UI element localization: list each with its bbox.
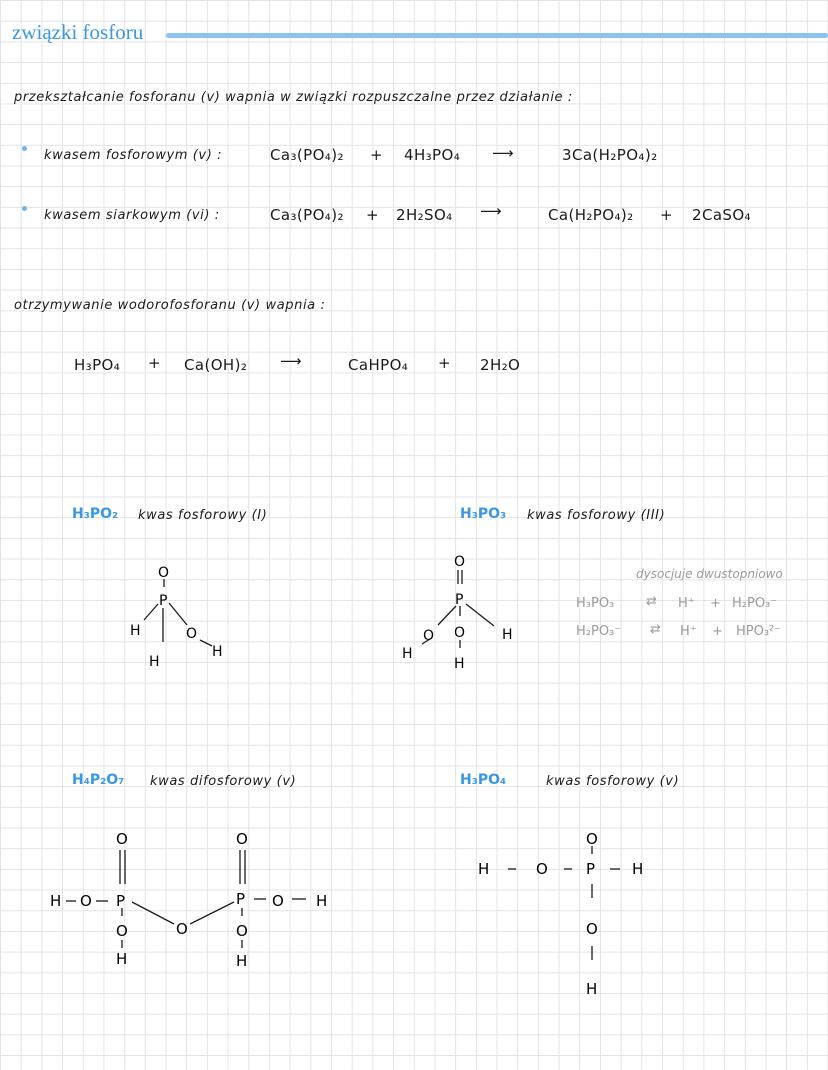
h4p2o7-structure: [44, 826, 344, 972]
phosphorus-atom: P: [236, 890, 246, 908]
oxygen-atom: O: [116, 830, 128, 848]
dissociation-line1-arrow: ⇄: [646, 594, 657, 609]
phosphorus-atom: P: [116, 892, 126, 910]
hydrogen-atom: H: [586, 980, 598, 998]
h4p2o7-formula: H₄P₂O₇: [72, 772, 125, 788]
reaction3-reactant1: H₃PO₄: [74, 356, 121, 374]
h3po2-formula: H₃PO₂: [72, 506, 119, 522]
oxygen-atom: O: [80, 892, 92, 910]
hydrogen-atom: H: [402, 646, 413, 662]
reaction2-reactant2: 2H₂SO₄: [396, 206, 453, 224]
dissociation-line1-ion1: H⁺: [678, 596, 695, 611]
page-title: związki fosforu: [12, 20, 144, 44]
bullet-dot: [22, 206, 27, 211]
oxygen-atom: O: [536, 860, 548, 878]
hydrogen-atom: H: [116, 950, 128, 968]
hydrogen-atom: H: [236, 952, 248, 970]
reaction2-arrow: ⟶: [480, 202, 502, 220]
hydrogen-atom: H: [454, 656, 465, 672]
oxygen-atom: O: [454, 625, 466, 641]
title-underline: [166, 33, 828, 38]
dissociation-line2-left: H₂PO₃⁻: [576, 624, 622, 639]
oxygen-atom: O: [176, 920, 188, 938]
reaction1-reactant2: 4H₃PO₄: [404, 146, 461, 164]
reaction2-product1: Ca(H₂PO₄)₂: [548, 206, 634, 224]
oxygen-atom: O: [236, 830, 248, 848]
dissociation-line1-plus: +: [710, 596, 721, 611]
oxygen-atom: O: [454, 554, 466, 570]
oxygen-atom: O: [586, 920, 598, 938]
dissociation-line2-ion2: HPO₃²⁻: [736, 624, 782, 639]
reaction3-arrow: ⟶: [280, 352, 302, 370]
h3po3-structure: [396, 548, 526, 676]
hydrogen-atom: H: [502, 627, 513, 643]
hydrogen-atom: H: [130, 623, 141, 639]
reaction3-plus: +: [148, 354, 161, 372]
dissociation-line2-plus: +: [712, 624, 723, 639]
h3po3-name: kwas fosforowy (III): [527, 508, 666, 523]
dissociation-line1-ion2: H₂PO₃⁻: [732, 596, 778, 611]
reaction3-product1: CaHPO₄: [348, 356, 409, 374]
reaction2-plus2: +: [660, 206, 673, 224]
dissociation-line1-left: H₃PO₃: [576, 596, 615, 611]
hydrogen-atom: H: [212, 644, 223, 660]
h3po3-formula: H₃PO₃: [460, 506, 507, 522]
dissociation-note: dysocjuje dwustopniowo: [636, 567, 783, 581]
reaction1-product1: 3Ca(H₂PO₄)₂: [562, 146, 658, 164]
phosphorus-atom: P: [455, 592, 464, 608]
oxygen-atom: O: [272, 892, 284, 910]
h4p2o7-name: kwas difosforowy (v): [150, 774, 297, 789]
reaction1-arrow: ⟶: [492, 144, 514, 162]
phosphorus-atom: P: [159, 593, 168, 609]
h3po4-formula: H₃PO₄: [460, 772, 507, 788]
oxygen-atom: O: [586, 830, 598, 848]
reaction2-reactant1: Ca₃(PO₄)₂: [270, 206, 344, 224]
oxygen-atom: O: [236, 922, 248, 940]
oxygen-atom: O: [158, 565, 170, 581]
reaction3-reactant2: Ca(OH)₂: [184, 356, 248, 374]
h3po4-name: kwas fosforowy (v): [546, 774, 680, 789]
reaction2-label: kwasem siarkowym (vi) :: [44, 208, 220, 223]
hydrogen-atom: H: [50, 892, 62, 910]
oxygen-atom: O: [116, 922, 128, 940]
phosphorus-atom: P: [586, 860, 596, 878]
bullet-dot: [22, 146, 27, 151]
reaction1-label: kwasem fosforowym (v) :: [44, 148, 223, 163]
section2-heading: otrzymywanie wodorofosforanu (v) wapnia :: [14, 298, 326, 313]
reaction2-plus: +: [366, 206, 379, 224]
reaction3-plus2: +: [438, 354, 451, 372]
hydrogen-atom: H: [316, 892, 328, 910]
section1-heading: przekształcanie fosforanu (v) wapnia w związki rozpuszczalne przez działanie :: [14, 90, 573, 105]
hydrogen-atom: H: [478, 860, 490, 878]
reaction3-product2: 2H₂O: [480, 356, 521, 374]
reaction2-product2: 2CaSO₄: [692, 206, 751, 224]
dissociation-line2-arrow: ⇄: [650, 622, 661, 637]
dissociation-line2-ion1: H⁺: [680, 624, 697, 639]
oxygen-atom: O: [186, 626, 198, 642]
oxygen-atom: O: [423, 628, 435, 644]
hydrogen-atom: H: [632, 860, 644, 878]
h3po4-structure: [470, 826, 660, 1002]
reaction1-plus: +: [370, 146, 383, 164]
h3po2-structure: [120, 558, 230, 670]
hydrogen-atom: H: [149, 654, 160, 670]
h3po2-name: kwas fosforowy (I): [138, 508, 268, 523]
reaction1-reactant1: Ca₃(PO₄)₂: [270, 146, 344, 164]
